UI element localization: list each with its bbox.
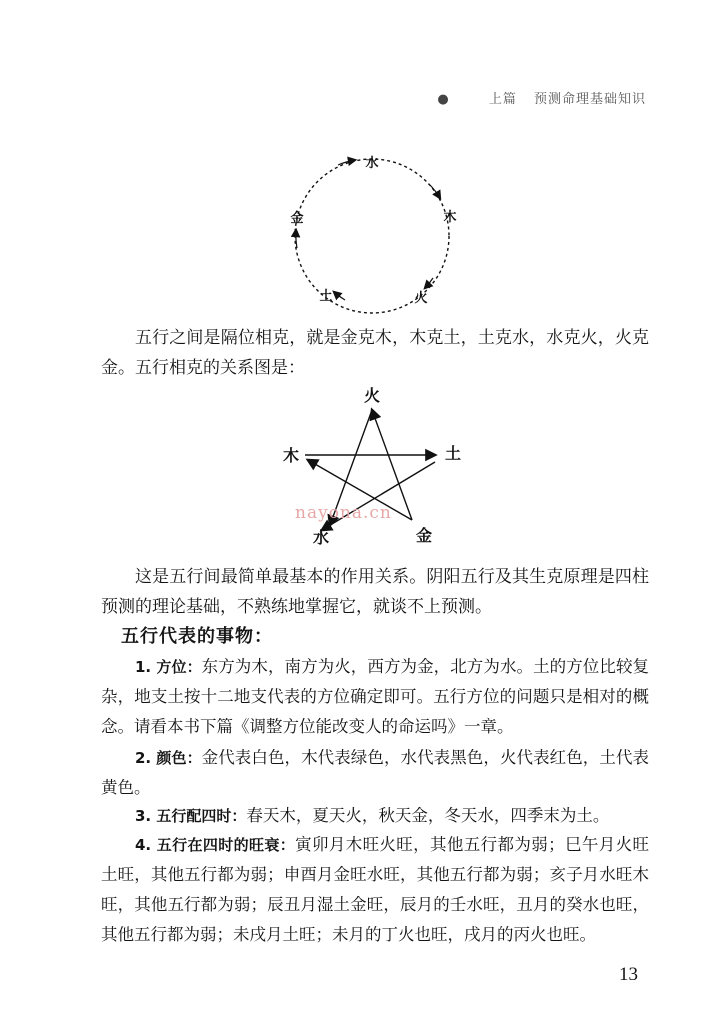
star-node-earth: 土 — [444, 444, 462, 463]
item-prosperity — [101, 830, 649, 950]
item-label: 3. 五行配四时： — [135, 807, 247, 825]
cycle-arrow-3 — [425, 278, 433, 288]
header-part: 上篇 — [488, 92, 517, 107]
page-number: 13 — [619, 964, 638, 985]
item-text: 春天木，夏天火，秋天金，冬天水，四季末为土。 — [246, 806, 610, 825]
star-node-water: 水 — [312, 528, 330, 547]
cycle-node-wood: 木 — [443, 210, 457, 225]
cycle-arrow-2 — [430, 185, 440, 198]
generating-cycle-diagram — [0, 0, 724, 330]
cycle-arrow-5 — [296, 230, 297, 248]
item-direction — [101, 652, 649, 742]
star-node-metal: 金 — [415, 526, 433, 545]
item-label: 2. 颜色： — [135, 749, 202, 767]
item-seasons — [101, 801, 649, 831]
restraining-star-diagram — [0, 380, 724, 560]
cycle-circle — [295, 159, 449, 313]
paragraph-basic: 这是五行间最简单最基本的作用关系。阴阳五行及其生克原理是四柱预测的理论基础，不熟练地掌握它，就谈不上预测。 — [101, 567, 649, 617]
cycle-node-earth: 土 — [319, 289, 333, 304]
header-bullet: ● — [437, 92, 450, 107]
item-text: 金代表白色，木代表绿色，水代表黑色，火代表红色，土代表黄色。 — [101, 748, 650, 797]
cycle-arrow-4 — [334, 292, 345, 300]
star-node-wood: 木 — [282, 446, 300, 465]
cycle-arrow-1 — [338, 160, 355, 165]
paragraph-restraining: 五行之间是隔位相克，就是金克木，木克土，土克水，水克火，火克金。五行相克的关系图是： — [101, 328, 649, 378]
star-node-fire: 火 — [363, 386, 381, 405]
item-label: 4. 五行在四时的旺衰： — [135, 836, 296, 854]
item-label: 1. 方位： — [135, 658, 202, 676]
cycle-node-water: 水 — [365, 156, 379, 171]
watermark: nayona.cn — [295, 503, 392, 523]
cycle-node-fire: 火 — [414, 291, 428, 306]
section-title: 五行代表的事物： — [121, 626, 273, 647]
item-color — [101, 743, 649, 803]
item-text: 寅卯月木旺火旺，其他五行都为弱；巳午月火旺土旺，其他五行都为弱；申酉月金旺水旺，其他五行都为弱；亥子月水旺木旺，其他五行都为弱；辰丑月湿土金旺，辰月的壬水旺，丑月的癸水也旺，其他五行都为弱；未戌月土旺；未月的丁火也旺，戌月的丙火也旺。 — [101, 835, 650, 944]
item-text: 东方为木，南方为火，西方为金，北方为水。土的方位比较复杂，地支土按十二地支代表的方位确定即可。五行方位的问题只是相对的概念。请看本书下篇《调整方位能改变人的命运吗》一章。 — [101, 657, 650, 736]
cycle-node-metal: 金 — [290, 211, 304, 226]
header-title: 预测命理基础知识 — [533, 92, 646, 107]
